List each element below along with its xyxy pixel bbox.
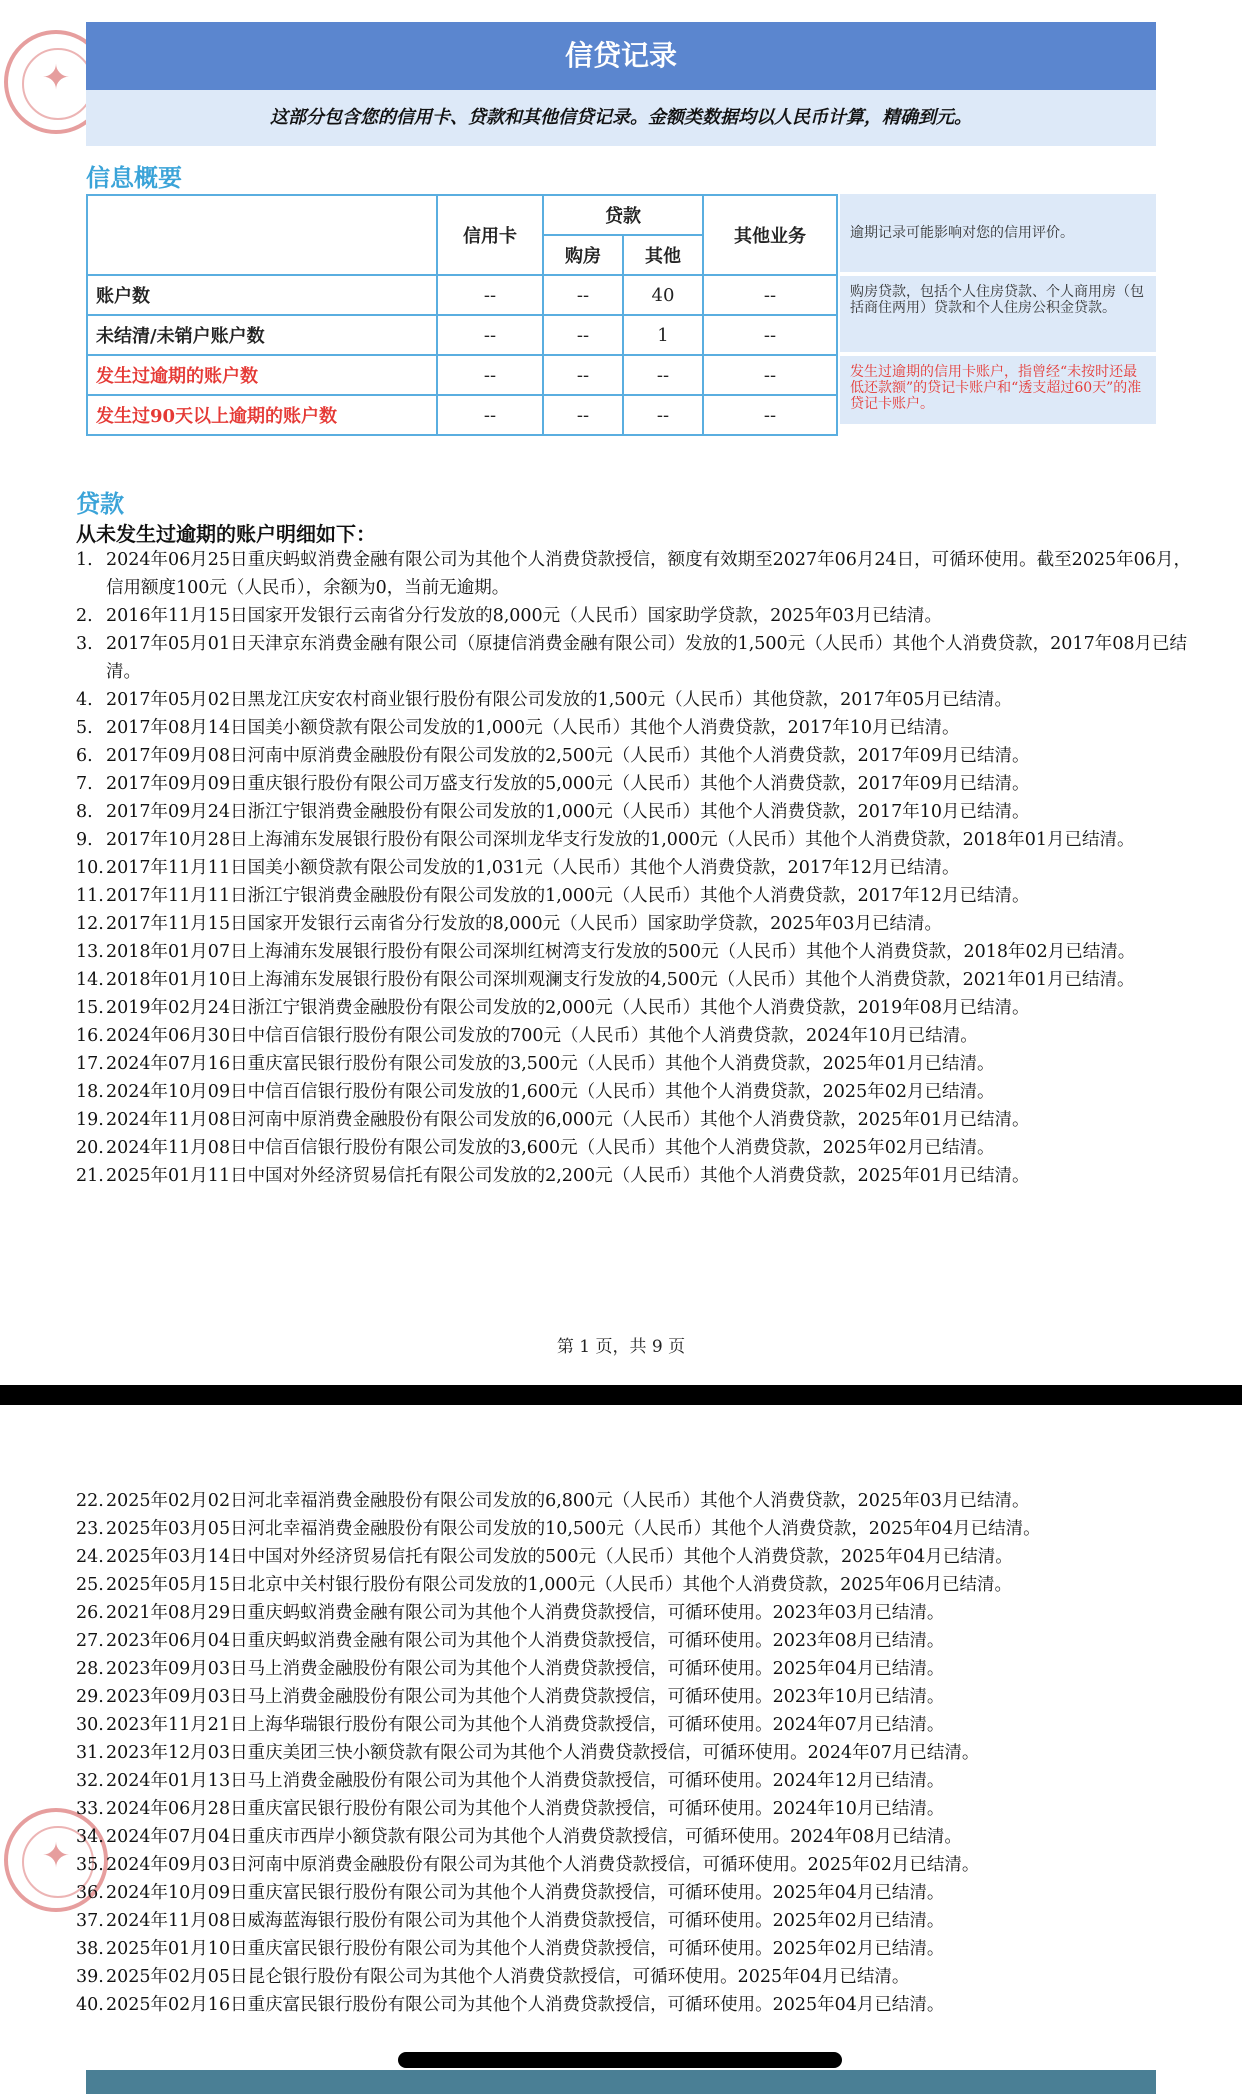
list-item-text: 2025年02月02日河北幸福消费金融股份有限公司发放的6,800元（人民币）其他个人消费贷款，2025年03月已结清。 bbox=[106, 1491, 1030, 1511]
row-label: 未结清/未销户账户数 bbox=[87, 315, 437, 355]
list-item-number: 31. bbox=[76, 1743, 104, 1763]
table-row bbox=[87, 395, 837, 435]
list-item-number: 27. bbox=[76, 1631, 104, 1651]
list-item-number: 5. bbox=[76, 718, 93, 738]
list-item-number: 37. bbox=[76, 1911, 104, 1931]
list-item-number: 34. bbox=[76, 1827, 104, 1847]
cell-credit: -- bbox=[437, 355, 543, 395]
cell-other: 40 bbox=[623, 275, 703, 315]
list-item bbox=[76, 1571, 1202, 1599]
row-label: 发生过逾期的账户数 bbox=[87, 355, 437, 395]
list-item bbox=[76, 1627, 1202, 1655]
list-item-text: 2017年09月24日浙江宁银消费金融股份有限公司发放的1,000元（人民币）其他个人消费贷款，2017年10月已结清。 bbox=[106, 802, 1030, 822]
list-item bbox=[76, 966, 1202, 994]
list-item-text: 2017年09月08日河南中原消费金融股份有限公司发放的2,500元（人民币）其他个人消费贷款，2017年09月已结清。 bbox=[106, 746, 1030, 766]
list-item-number: 40. bbox=[76, 1995, 104, 2015]
list-item-text: 2016年11月15日国家开发银行云南省分行发放的8,000元（人民币）国家助学贷款，2025年03月已结清。 bbox=[106, 606, 942, 626]
list-item-text: 2017年11月11日浙江宁银消费金融股份有限公司发放的1,000元（人民币）其他个人消费贷款，2017年12月已结清。 bbox=[106, 886, 1030, 906]
list-item-text: 2024年10月09日重庆富民银行股份有限公司为其他个人消费贷款授信，可循环使用。2025年04月已结清。 bbox=[106, 1883, 945, 1903]
list-item-number: 23. bbox=[76, 1519, 104, 1539]
list-item-text: 2021年08月29日重庆蚂蚁消费金融有限公司为其他个人消费贷款授信，可循环使用。2023年03月已结清。 bbox=[106, 1603, 945, 1623]
scroll-indicator[interactable] bbox=[398, 2052, 842, 2068]
list-item-number: 30. bbox=[76, 1715, 104, 1735]
list-item-text: 2017年08月14日国美小额贷款有限公司发放的1,000元（人民币）其他个人消费贷款，2017年10月已结清。 bbox=[106, 718, 960, 738]
loan-list-page-2 bbox=[76, 1487, 1202, 2019]
list-item-number: 14. bbox=[76, 970, 104, 990]
list-item-number: 19. bbox=[76, 1110, 104, 1130]
list-item bbox=[76, 546, 1202, 602]
table-row bbox=[87, 315, 837, 355]
list-item-number: 10. bbox=[76, 858, 104, 878]
col-loan: 贷款 bbox=[543, 195, 703, 235]
list-item bbox=[76, 1795, 1202, 1823]
list-item-number: 28. bbox=[76, 1659, 104, 1679]
list-item-text: 2024年11月08日威海蓝海银行股份有限公司为其他个人消费贷款授信，可循环使用。2025年02月已结清。 bbox=[106, 1911, 945, 1931]
table-corner bbox=[87, 195, 437, 275]
list-item bbox=[76, 1134, 1202, 1162]
list-item-number: 9. bbox=[76, 830, 93, 850]
list-item-number: 20. bbox=[76, 1138, 104, 1158]
list-item bbox=[76, 1022, 1202, 1050]
list-item-text: 2023年09月03日马上消费金融股份有限公司为其他个人消费贷款授信，可循环使用。2023年10月已结清。 bbox=[106, 1687, 945, 1707]
list-item-text: 2025年01月11日中国对外经济贸易信托有限公司发放的2,200元（人民币）其他个人消费贷款，2025年01月已结清。 bbox=[106, 1166, 1030, 1186]
list-item bbox=[76, 1739, 1202, 1767]
list-item-number: 36. bbox=[76, 1883, 104, 1903]
list-item bbox=[76, 1599, 1202, 1627]
next-section-header bbox=[86, 2070, 1156, 2094]
list-item bbox=[76, 714, 1202, 742]
list-item-text: 2024年06月25日重庆蚂蚁消费金融有限公司为其他个人消费贷款授信，额度有效期至2027年06月24日，可循环使用。截至2025年06月，信用额度100元（人民币），余额为0，当前无逾期。 bbox=[106, 550, 1191, 598]
section-description: 这部分包含您的信用卡、贷款和其他信贷记录。金额类数据均以人民币计算，精确到元。 bbox=[86, 90, 1156, 146]
list-item-text: 2017年09月09日重庆银行股份有限公司万盛支行发放的5,000元（人民币）其他个人消费贷款，2017年09月已结清。 bbox=[106, 774, 1030, 794]
list-item bbox=[76, 770, 1202, 798]
summary-table bbox=[86, 194, 838, 436]
list-item bbox=[76, 1078, 1202, 1106]
list-item-number: 25. bbox=[76, 1575, 104, 1595]
list-item-number: 11. bbox=[76, 886, 104, 906]
list-item bbox=[76, 1487, 1202, 1515]
list-item bbox=[76, 1991, 1202, 2019]
list-item-number: 18. bbox=[76, 1082, 104, 1102]
list-item-text: 2017年10月28日上海浦东发展银行股份有限公司深圳龙华支行发放的1,000元（人民币）其他个人消费贷款，2018年01月已结清。 bbox=[106, 830, 1135, 850]
cell-other: 1 bbox=[623, 315, 703, 355]
cell-house: -- bbox=[543, 355, 623, 395]
cell-house: -- bbox=[543, 275, 623, 315]
list-item bbox=[76, 1963, 1202, 1991]
page-divider bbox=[0, 1385, 1242, 1405]
list-item bbox=[76, 826, 1202, 854]
list-item bbox=[76, 1106, 1202, 1134]
list-item bbox=[76, 910, 1202, 938]
col-loan-house: 购房 bbox=[543, 235, 623, 275]
list-item-number: 39. bbox=[76, 1967, 104, 1987]
loans-subheading: 从未发生过逾期的账户明细如下： bbox=[76, 522, 376, 546]
list-item bbox=[76, 1711, 1202, 1739]
list-item-text: 2025年02月16日重庆富民银行股份有限公司为其他个人消费贷款授信，可循环使用。2025年04月已结清。 bbox=[106, 1995, 945, 2015]
col-credit-card: 信用卡 bbox=[437, 195, 543, 275]
cell-business: -- bbox=[703, 395, 837, 435]
list-item-text: 2024年07月16日重庆富民银行股份有限公司发放的3,500元（人民币）其他个人消费贷款，2025年01月已结清。 bbox=[106, 1054, 995, 1074]
list-item-text: 2023年11月21日上海华瑞银行股份有限公司为其他个人消费贷款授信，可循环使用。2024年07月已结清。 bbox=[106, 1715, 945, 1735]
list-item-number: 1. bbox=[76, 550, 93, 570]
list-item-text: 2024年06月28日重庆富民银行股份有限公司为其他个人消费贷款授信，可循环使用。2024年10月已结清。 bbox=[106, 1799, 945, 1819]
list-item bbox=[76, 1515, 1202, 1543]
list-item-text: 2025年03月05日河北幸福消费金融股份有限公司发放的10,500元（人民币）其他个人消费贷款，2025年04月已结清。 bbox=[106, 1519, 1041, 1539]
summary-notes bbox=[840, 194, 1156, 428]
section-header: 信贷记录 bbox=[86, 22, 1156, 90]
table-row bbox=[87, 355, 837, 395]
list-item bbox=[76, 854, 1202, 882]
list-item bbox=[76, 1767, 1202, 1795]
loans-title: 贷款 bbox=[76, 489, 124, 518]
list-item-text: 2019年02月24日浙江宁银消费金融股份有限公司发放的2,000元（人民币）其他个人消费贷款，2019年08月已结清。 bbox=[106, 998, 1030, 1018]
list-item bbox=[76, 1655, 1202, 1683]
table-row bbox=[87, 275, 837, 315]
list-item bbox=[76, 630, 1202, 686]
list-item-text: 2018年01月10日上海浦东发展银行股份有限公司深圳观澜支行发放的4,500元（人民币）其他个人消费贷款，2021年01月已结清。 bbox=[106, 970, 1135, 990]
list-item bbox=[76, 1851, 1202, 1879]
cell-business: -- bbox=[703, 315, 837, 355]
note-overdue-definition: 发生过逾期的信用卡账户，指曾经“未按时还最低还款额”的贷记卡账户和“透支超过60天”的准贷记卡账户。 bbox=[840, 356, 1156, 424]
list-item-number: 33. bbox=[76, 1799, 104, 1819]
list-item-text: 2023年12月03日重庆美团三快小额贷款有限公司为其他个人消费贷款授信，可循环使用。2024年07月已结清。 bbox=[106, 1743, 980, 1763]
list-item-number: 6. bbox=[76, 746, 93, 766]
list-item-number: 13. bbox=[76, 942, 104, 962]
list-item-text: 2023年09月03日马上消费金融股份有限公司为其他个人消费贷款授信，可循环使用。2025年04月已结清。 bbox=[106, 1659, 945, 1679]
cell-credit: -- bbox=[437, 315, 543, 355]
cell-business: -- bbox=[703, 275, 837, 315]
list-item-number: 22. bbox=[76, 1491, 104, 1511]
list-item-number: 2. bbox=[76, 606, 93, 626]
cell-house: -- bbox=[543, 395, 623, 435]
row-label: 账户数 bbox=[87, 275, 437, 315]
list-item-number: 12. bbox=[76, 914, 104, 934]
list-item-number: 21. bbox=[76, 1166, 104, 1186]
row-label: 发生过90天以上逾期的账户数 bbox=[87, 395, 437, 435]
list-item-number: 24. bbox=[76, 1547, 104, 1567]
cell-other: -- bbox=[623, 395, 703, 435]
list-item bbox=[76, 798, 1202, 826]
cell-other: -- bbox=[623, 355, 703, 395]
list-item bbox=[76, 938, 1202, 966]
list-item-number: 29. bbox=[76, 1687, 104, 1707]
note-overdue-impact: 逾期记录可能影响对您的信用评价。 bbox=[840, 194, 1156, 272]
list-item bbox=[76, 742, 1202, 770]
list-item bbox=[76, 1050, 1202, 1078]
list-item bbox=[76, 1907, 1202, 1935]
list-item-text: 2024年10月09日中信百信银行股份有限公司发放的1,600元（人民币）其他个人消费贷款，2025年02月已结清。 bbox=[106, 1082, 995, 1102]
report-page-2 bbox=[0, 1405, 1242, 2094]
list-item-text: 2017年11月15日国家开发银行云南省分行发放的8,000元（人民币）国家助学贷款，2025年03月已结清。 bbox=[106, 914, 942, 934]
col-other-business: 其他业务 bbox=[703, 195, 837, 275]
list-item-number: 4. bbox=[76, 690, 93, 710]
loan-list-page-1 bbox=[76, 546, 1202, 1190]
cell-house: -- bbox=[543, 315, 623, 355]
summary-title: 信息概要 bbox=[86, 163, 182, 192]
list-item-text: 2025年03月14日中国对外经济贸易信托有限公司发放的500元（人民币）其他个人消费贷款，2025年04月已结清。 bbox=[106, 1547, 1013, 1567]
list-item-text: 2017年11月11日国美小额贷款有限公司发放的1,031元（人民币）其他个人消费贷款，2017年12月已结清。 bbox=[106, 858, 960, 878]
list-item-text: 2024年07月04日重庆市西岸小额贷款有限公司为其他个人消费贷款授信，可循环使用。2024年08月已结清。 bbox=[106, 1827, 962, 1847]
list-item-number: 38. bbox=[76, 1939, 104, 1959]
list-item-text: 2024年09月03日河南中原消费金融股份有限公司为其他个人消费贷款授信，可循环使用。2025年02月已结清。 bbox=[106, 1855, 980, 1875]
list-item-text: 2025年01月10日重庆富民银行股份有限公司为其他个人消费贷款授信，可循环使用。2025年02月已结清。 bbox=[106, 1939, 945, 1959]
list-item-text: 2024年11月08日河南中原消费金融股份有限公司发放的6,000元（人民币）其他个人消费贷款，2025年01月已结清。 bbox=[106, 1110, 1030, 1130]
list-item-number: 17. bbox=[76, 1054, 104, 1074]
list-item-number: 7. bbox=[76, 774, 93, 794]
list-item-number: 16. bbox=[76, 1026, 104, 1046]
list-item bbox=[76, 602, 1202, 630]
list-item-number: 8. bbox=[76, 802, 93, 822]
list-item-text: 2025年02月05日昆仑银行股份有限公司为其他个人消费贷款授信，可循环使用。2025年04月已结清。 bbox=[106, 1967, 910, 1987]
list-item bbox=[76, 1543, 1202, 1571]
list-item-text: 2017年05月01日天津京东消费金融有限公司（原捷信消费金融有限公司）发放的1,500元（人民币）其他个人消费贷款，2017年08月已结清。 bbox=[106, 634, 1187, 682]
list-item bbox=[76, 686, 1202, 714]
list-item bbox=[76, 1879, 1202, 1907]
list-item-text: 2017年05月02日黑龙江庆安农村商业银行股份有限公司发放的1,500元（人民币）其他贷款，2017年05月已结清。 bbox=[106, 690, 1012, 710]
list-item-number: 32. bbox=[76, 1771, 104, 1791]
list-item-number: 35. bbox=[76, 1855, 104, 1875]
list-item bbox=[76, 1823, 1202, 1851]
list-item bbox=[76, 1935, 1202, 1963]
list-item-text: 2024年11月08日中信百信银行股份有限公司发放的3,600元（人民币）其他个人消费贷款，2025年02月已结清。 bbox=[106, 1138, 995, 1158]
list-item-text: 2024年06月30日中信百信银行股份有限公司发放的700元（人民币）其他个人消费贷款，2024年10月已结清。 bbox=[106, 1026, 978, 1046]
list-item-number: 3. bbox=[76, 634, 93, 654]
list-item-number: 15. bbox=[76, 998, 104, 1018]
note-house-loan: 购房贷款，包括个人住房贷款、个人商用房（包括商住两用）贷款和个人住房公积金贷款。 bbox=[840, 276, 1156, 352]
cell-credit: -- bbox=[437, 275, 543, 315]
col-loan-other: 其他 bbox=[623, 235, 703, 275]
list-item bbox=[76, 882, 1202, 910]
list-item-text: 2024年01月13日马上消费金融股份有限公司为其他个人消费贷款授信，可循环使用。2024年12月已结清。 bbox=[106, 1771, 945, 1791]
list-item-number: 26. bbox=[76, 1603, 104, 1623]
list-item-text: 2018年01月07日上海浦东发展银行股份有限公司深圳红树湾支行发放的500元（人民币）其他个人消费贷款，2018年02月已结清。 bbox=[106, 942, 1136, 962]
list-item bbox=[76, 1683, 1202, 1711]
list-item bbox=[76, 1162, 1202, 1190]
page-indicator: 第 1 页，共 9 页 bbox=[556, 1337, 686, 1357]
cell-credit: -- bbox=[437, 395, 543, 435]
cell-business: -- bbox=[703, 355, 837, 395]
list-item bbox=[76, 994, 1202, 1022]
list-item-text: 2025年05月15日北京中关村银行股份有限公司发放的1,000元（人民币）其他个人消费贷款，2025年06月已结清。 bbox=[106, 1575, 1012, 1595]
list-item-text: 2023年06月04日重庆蚂蚁消费金融有限公司为其他个人消费贷款授信，可循环使用。2023年08月已结清。 bbox=[106, 1631, 945, 1651]
